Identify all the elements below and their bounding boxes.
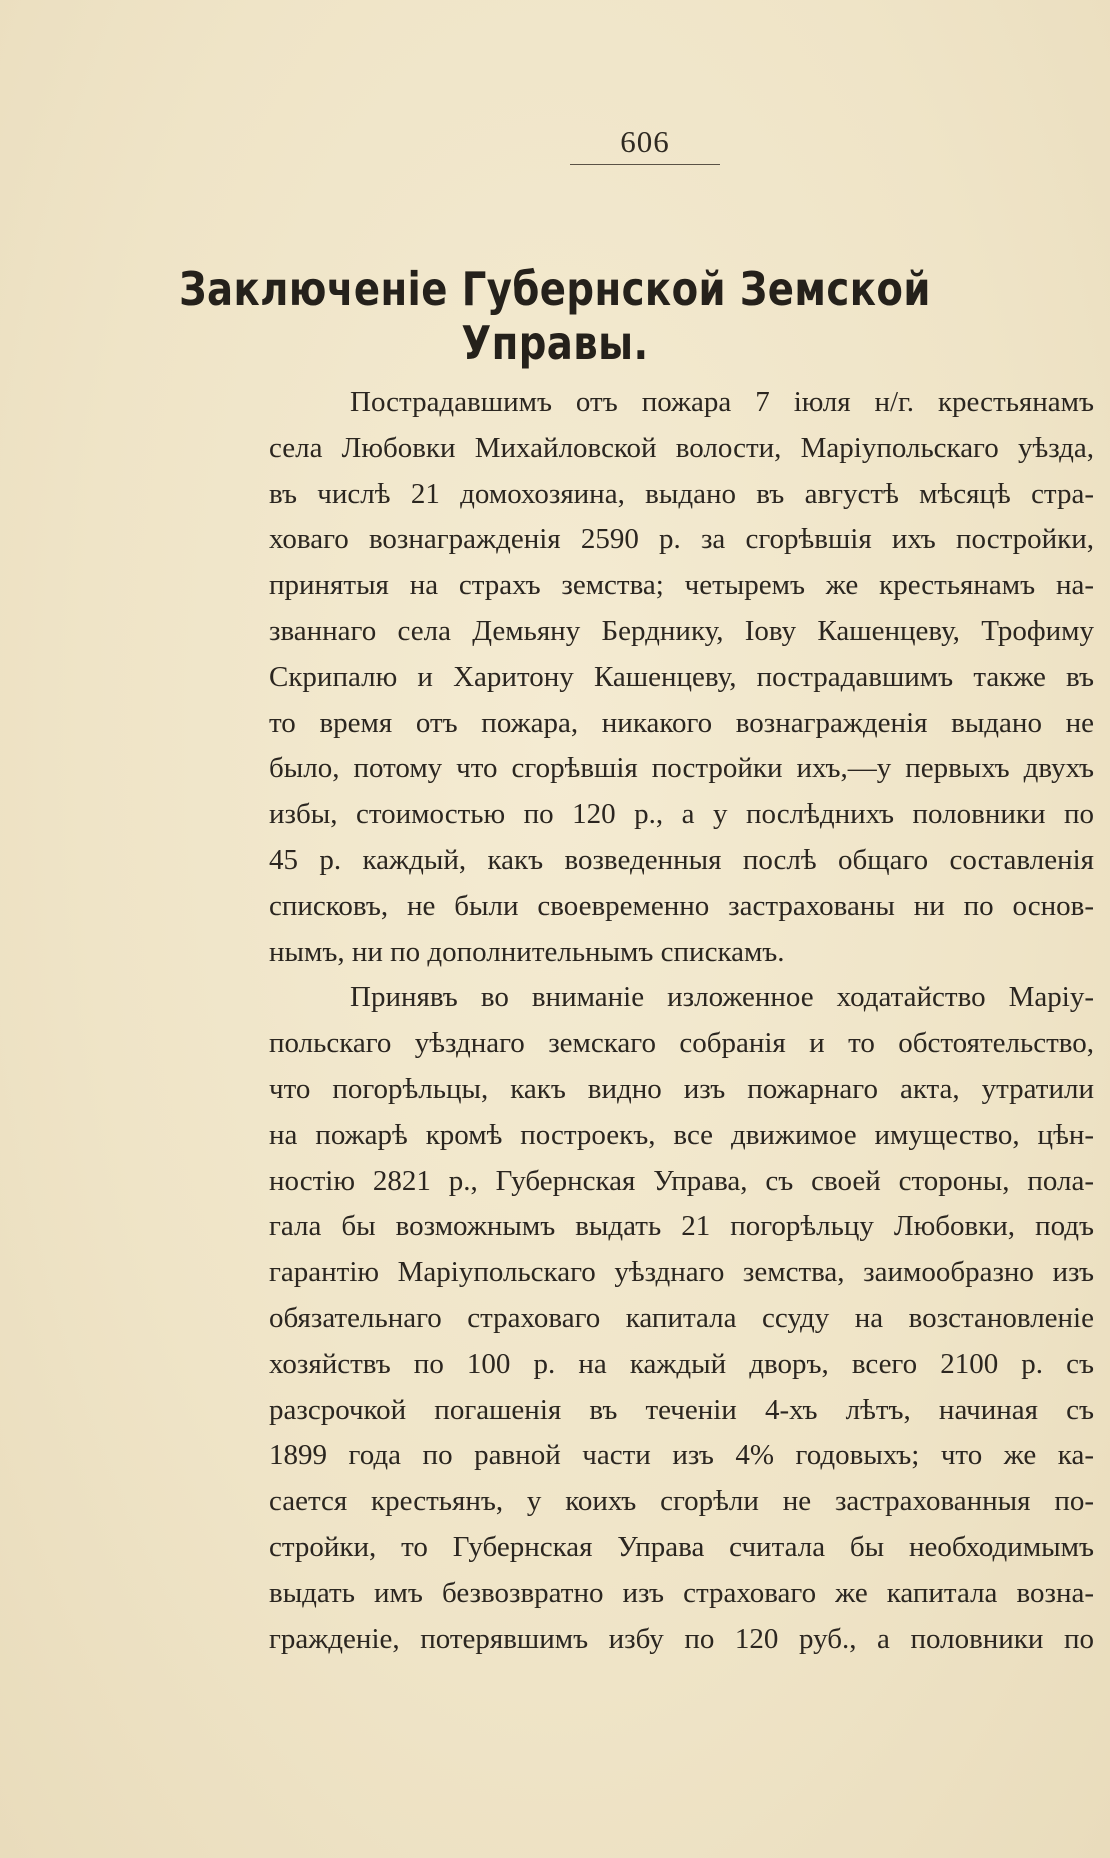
text-line: 1899 года по равной части изъ 4% годовыхъ; что же ка-	[269, 1439, 1094, 1472]
text-line: села Любовки Михайловской волости, Маріупольскаго уѣзда,	[269, 431, 1094, 464]
text-line: что погорѣльцы, какъ видно изъ пожарнаго акта, утратили	[269, 1072, 1094, 1105]
page-number: 606	[620, 124, 670, 159]
text-line: гала бы возможнымъ выдать 21 погорѣльцу Любовки, подъ	[269, 1210, 1094, 1243]
body-text	[188, 380, 1094, 1662]
text-line: Принявъ во вниманіе изложенное ходатайство Маріу-	[350, 981, 1094, 1014]
text-line: на пожарѣ кромѣ построекъ, все движимое имущество, цѣн-	[269, 1118, 1094, 1151]
document-title: Заключеніе Губернской Земской Управы.	[179, 262, 931, 370]
text-line: выдать имъ безвозвратно изъ страховаго же капитала возна-	[269, 1576, 1094, 1609]
text-line: разсрочкой погашенія въ теченіи 4-хъ лѣтъ, начиная съ	[269, 1393, 1094, 1426]
text-line: списковъ, не были своевременно застрахованы ни по основ-	[269, 889, 1094, 922]
paragraph-1	[188, 380, 1094, 975]
text-line: польскаго уѣзднаго земскаго собранія и то обстоятельство,	[269, 1027, 1094, 1060]
text-line: сается крестьянъ, у коихъ сгорѣли не застрахованныя по-	[269, 1485, 1094, 1518]
text-line: въ числѣ 21 домохозяина, выдано въ августѣ мѣсяцѣ стра-	[269, 477, 1094, 510]
text-line: гарантію Маріупольскаго уѣзднаго земства, заимообразно изъ	[269, 1256, 1094, 1289]
text-line: ховаго вознагражденія 2590 р. за сгорѣвшія ихъ постройки,	[269, 523, 1094, 556]
text-line: Пострадавшимъ отъ пожара 7 іюля н/г. крестьянамъ	[350, 386, 1094, 418]
text-line: нымъ, ни по дополнительнымъ спискамъ.	[269, 935, 785, 968]
paragraph-2	[188, 975, 1094, 1662]
text-line: званнаго села Демьяну Берднику, Іову Кашенцеву, Трофиму	[269, 614, 1094, 647]
text-line: 45 р. каждый, какъ возведенныя послѣ общаго составленія	[269, 843, 1094, 876]
text-line: избы, стоимостью по 120 р., а у послѣднихъ половники по	[269, 798, 1094, 831]
text-line: обязательнаго страховаго капитала ссуду на возстановленіе	[269, 1301, 1094, 1334]
text-line: гражденіе, потерявшимъ избу по 120 руб., а половники по	[269, 1622, 1094, 1655]
page-number-rule	[570, 164, 720, 165]
text-line: было, потому что сгорѣвшія постройки ихъ,—у первыхъ двухъ	[269, 752, 1094, 785]
text-line: хозяйствъ по 100 р. на каждый дворъ, всего 2100 р. съ	[269, 1347, 1094, 1380]
text-line: стройки, то Губернская Управа считала бы необходимымъ	[269, 1530, 1094, 1563]
text-line: ностію 2821 р., Губернская Управа, съ своей стороны, пола-	[269, 1164, 1094, 1197]
text-line: то время отъ пожара, никакого вознагражденія выдано не	[269, 706, 1094, 739]
text-line: принятыя на страхъ земства; четыремъ же крестьянамъ на-	[269, 569, 1094, 602]
text-line: Скрипалю и Харитону Кашенцеву, пострадавшимъ также въ	[269, 660, 1094, 693]
